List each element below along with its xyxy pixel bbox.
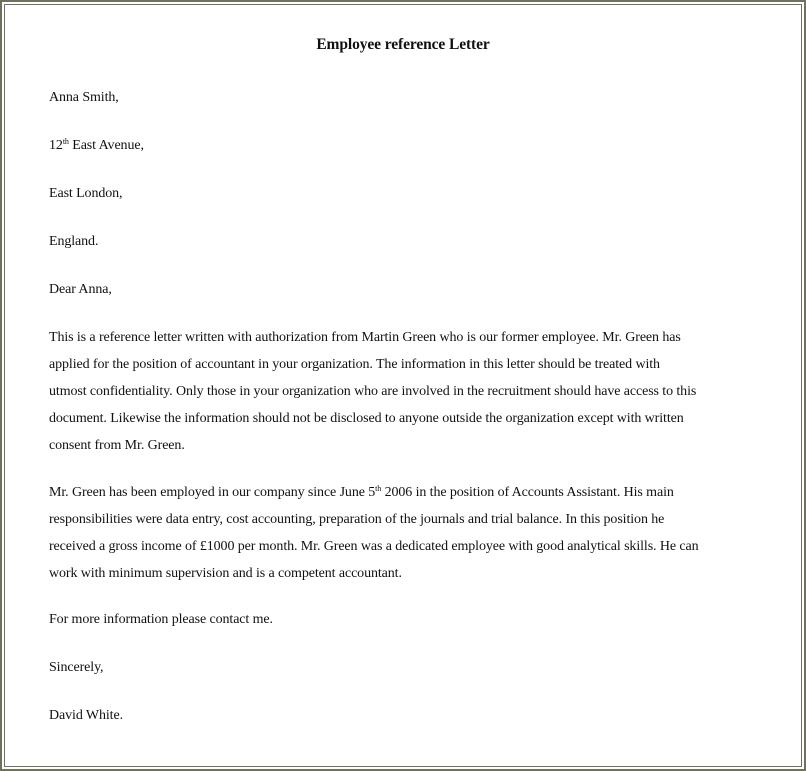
line-text: 2006 in the position of Accounts Assistant. His main — [381, 485, 674, 500]
street-name: East Avenue, — [68, 138, 144, 153]
signature: David White. — [49, 708, 123, 723]
street-number: 12 — [49, 138, 63, 153]
salutation: Dear Anna, — [49, 282, 112, 297]
closing-request: For more information please contact me. — [49, 612, 273, 627]
paragraph-line — [49, 479, 769, 506]
recipient-street — [49, 138, 144, 154]
valediction: Sincerely, — [49, 660, 104, 675]
paragraph-line: received a gross income of £1000 per month. Mr. Green was a dedicated employee with good analytical skills. He can — [49, 539, 699, 554]
paragraph-line: work with minimum supervision and is a competent accountant. — [49, 566, 402, 581]
paragraph-employment — [49, 479, 769, 587]
street-number-suffix: th — [62, 137, 69, 146]
date-suffix: th — [375, 484, 382, 493]
recipient-name: Anna Smith, — [49, 90, 119, 105]
paragraph-line: consent from Mr. Green. — [49, 438, 185, 453]
paragraph-authorization — [49, 324, 769, 459]
paragraph-line: responsibilities were data entry, cost accounting, preparation of the journals and trial balance. In this position he — [49, 512, 665, 527]
paragraph-line: utmost confidentiality. Only those in your organization who are involved in the recruitment should have access to this — [49, 384, 697, 399]
recipient-country: England. — [49, 234, 99, 249]
line-text: Mr. Green has been employed in our company since June 5 — [49, 485, 376, 500]
paragraph-line: document. Likewise the information should not be disclosed to anyone outside the organization except with written — [49, 411, 684, 426]
paragraph-line: applied for the position of accountant in your organization. The information in this letter should be treated with — [49, 357, 660, 372]
paragraph-line: This is a reference letter written with authorization from Martin Green who is our former employee. Mr. Green has — [49, 330, 681, 345]
recipient-city: East London, — [49, 186, 123, 201]
letter-title: Employee reference Letter — [316, 36, 490, 53]
